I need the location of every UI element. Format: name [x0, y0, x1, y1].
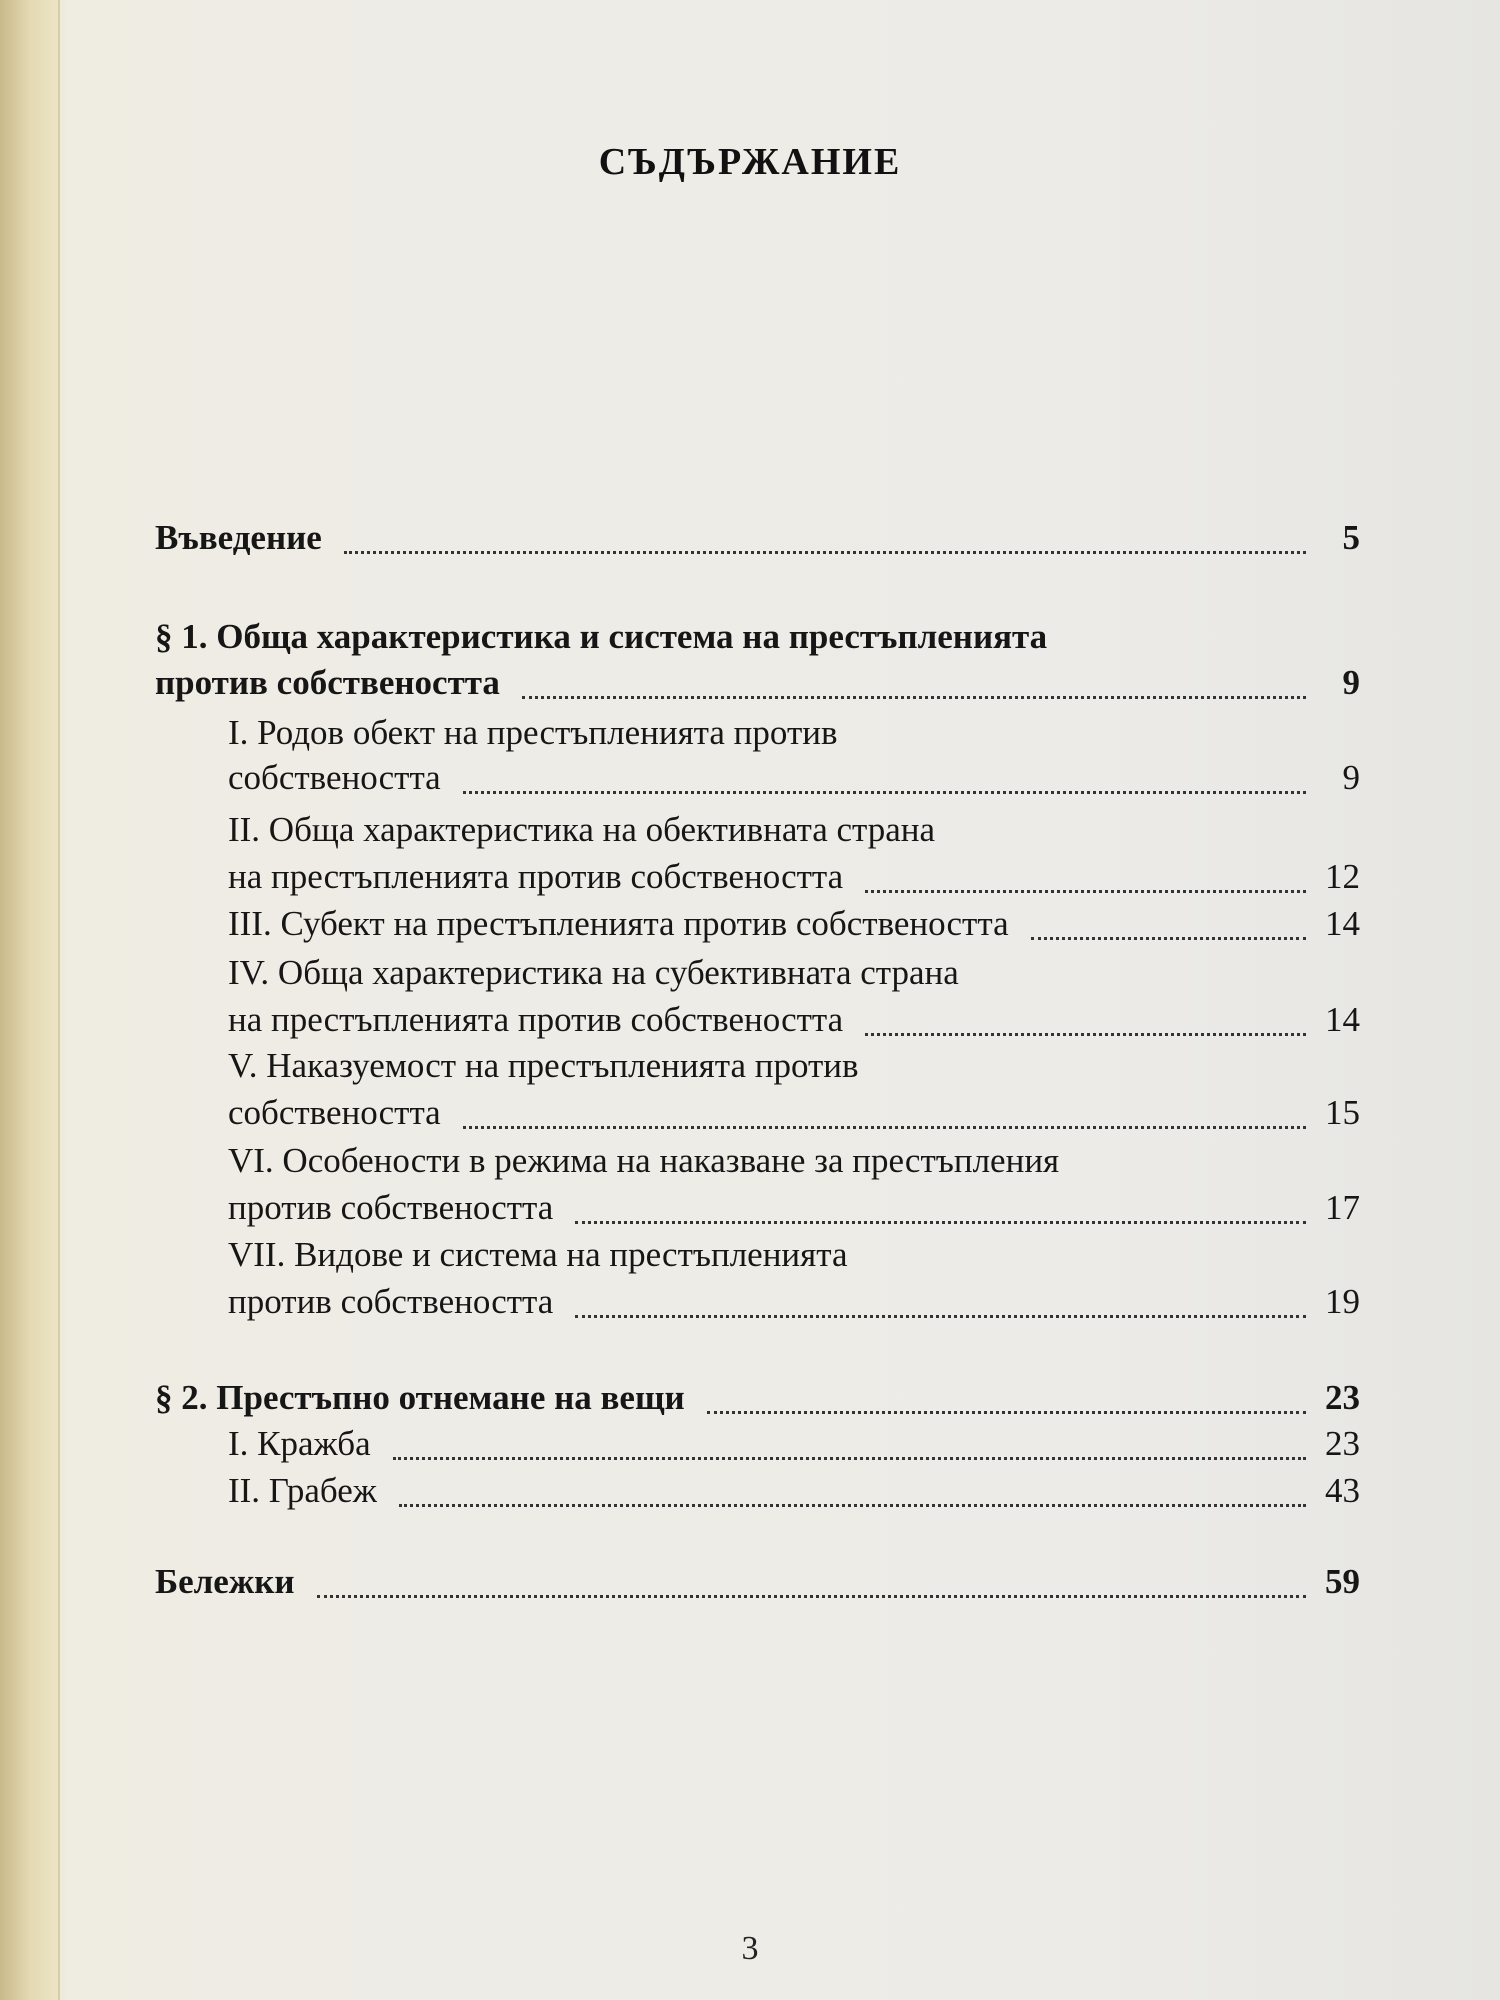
toc-entry-section-1: [155, 617, 1360, 663]
toc-subentry-1-cont: [228, 758, 1360, 804]
leader-dots: [522, 695, 1306, 699]
toc-subentry-6: [228, 1141, 1360, 1187]
leader-dots: [707, 1410, 1306, 1414]
toc-subentry-4: [228, 953, 1360, 999]
toc-entry-label: собствеността: [228, 1093, 441, 1132]
toc-subentry-6-cont: [228, 1188, 1360, 1234]
toc-entry-label: I. Родов обект на престъпленията против: [228, 713, 838, 752]
toc-subentry-4-cont: [228, 1000, 1360, 1046]
leader-dots: [393, 1456, 1306, 1460]
toc-entry-page: 17: [1325, 1188, 1360, 1227]
leader-dots: [1031, 936, 1306, 940]
toc-entry-label: против собствеността: [155, 663, 500, 702]
toc-entry-intro: [155, 518, 1360, 564]
toc-entry-label: § 2. Престъпно отнемане на вещи: [155, 1378, 685, 1417]
toc-entry-page: 59: [1325, 1562, 1360, 1601]
toc-entry-label: против собствеността: [228, 1188, 554, 1227]
toc-subentry-5: [228, 1046, 1360, 1092]
toc-entry-label: VI. Особености в режима на наказване за престъпления: [228, 1141, 1060, 1180]
toc-subentry-robbery: [228, 1471, 1360, 1517]
toc-entry-label: II. Обща характеристика на обективната страна: [228, 810, 936, 849]
toc-entry-label: Бележки: [155, 1562, 295, 1601]
toc-entry-label: собствеността: [228, 758, 441, 797]
leader-dots: [399, 1503, 1306, 1507]
toc-entry-label: IV. Обща характеристика на субективната страна: [228, 953, 959, 992]
toc-entry-section-1-cont: [155, 663, 1360, 709]
leader-dots: [317, 1594, 1306, 1598]
leader-dots: [575, 1220, 1306, 1224]
page-number: 3: [741, 1930, 759, 1967]
leader-dots: [463, 1125, 1306, 1129]
toc-subentry-3: [228, 904, 1360, 950]
toc-entry-section-2: [155, 1378, 1360, 1424]
toc-subentry-1: [228, 713, 1360, 759]
toc-subentry-2-cont: [228, 857, 1360, 903]
toc-entry-page: 15: [1325, 1093, 1360, 1132]
leader-dots: [865, 1032, 1306, 1036]
toc-entry-label: II. Грабеж: [228, 1471, 377, 1510]
toc-entry-label: § 1. Обща характеристика и система на престъпленията: [155, 617, 1048, 656]
toc-entry-page: 19: [1325, 1282, 1360, 1321]
toc-entry-page: 14: [1325, 904, 1360, 943]
leader-dots: [575, 1314, 1306, 1318]
toc-entry-page: 9: [1342, 663, 1360, 702]
toc-subentry-5-cont: [228, 1093, 1360, 1139]
toc-subentry-2: [228, 810, 1360, 856]
toc-entry-page: 23: [1325, 1378, 1360, 1417]
toc-entry-page: 9: [1342, 758, 1360, 797]
toc-entry-label: против собствеността: [228, 1282, 554, 1321]
toc-subentry-7-cont: [228, 1282, 1360, 1328]
toc-entry-label: V. Наказуемост на престъпленията против: [228, 1046, 859, 1085]
toc-entry-label: Въведение: [155, 518, 322, 557]
leader-dots: [865, 889, 1306, 893]
toc-entry-page: 5: [1342, 518, 1360, 557]
toc-entry-page: 14: [1325, 1000, 1360, 1039]
toc-subentry-theft: [228, 1424, 1360, 1470]
leader-dots: [344, 550, 1306, 554]
toc-entry-page: 12: [1325, 857, 1360, 896]
toc-entry-page: 23: [1325, 1424, 1360, 1463]
toc-entry-label: на престъпленията против собствеността: [228, 1000, 844, 1039]
toc-entry-label: I. Кражба: [228, 1424, 371, 1463]
toc-entry-notes: [155, 1562, 1360, 1608]
leader-dots: [463, 790, 1306, 794]
page-title: СЪДЪРЖАНИЕ: [598, 141, 902, 183]
toc-subentry-7: [228, 1235, 1360, 1281]
toc-entry-label: на престъпленията против собствеността: [228, 857, 844, 896]
toc-entry-page: 43: [1325, 1471, 1360, 1510]
toc-entry-label: VII. Видове и система на престъпленията: [228, 1235, 848, 1274]
toc-entry-label: III. Субект на престъпленията против собствеността: [228, 904, 1009, 943]
